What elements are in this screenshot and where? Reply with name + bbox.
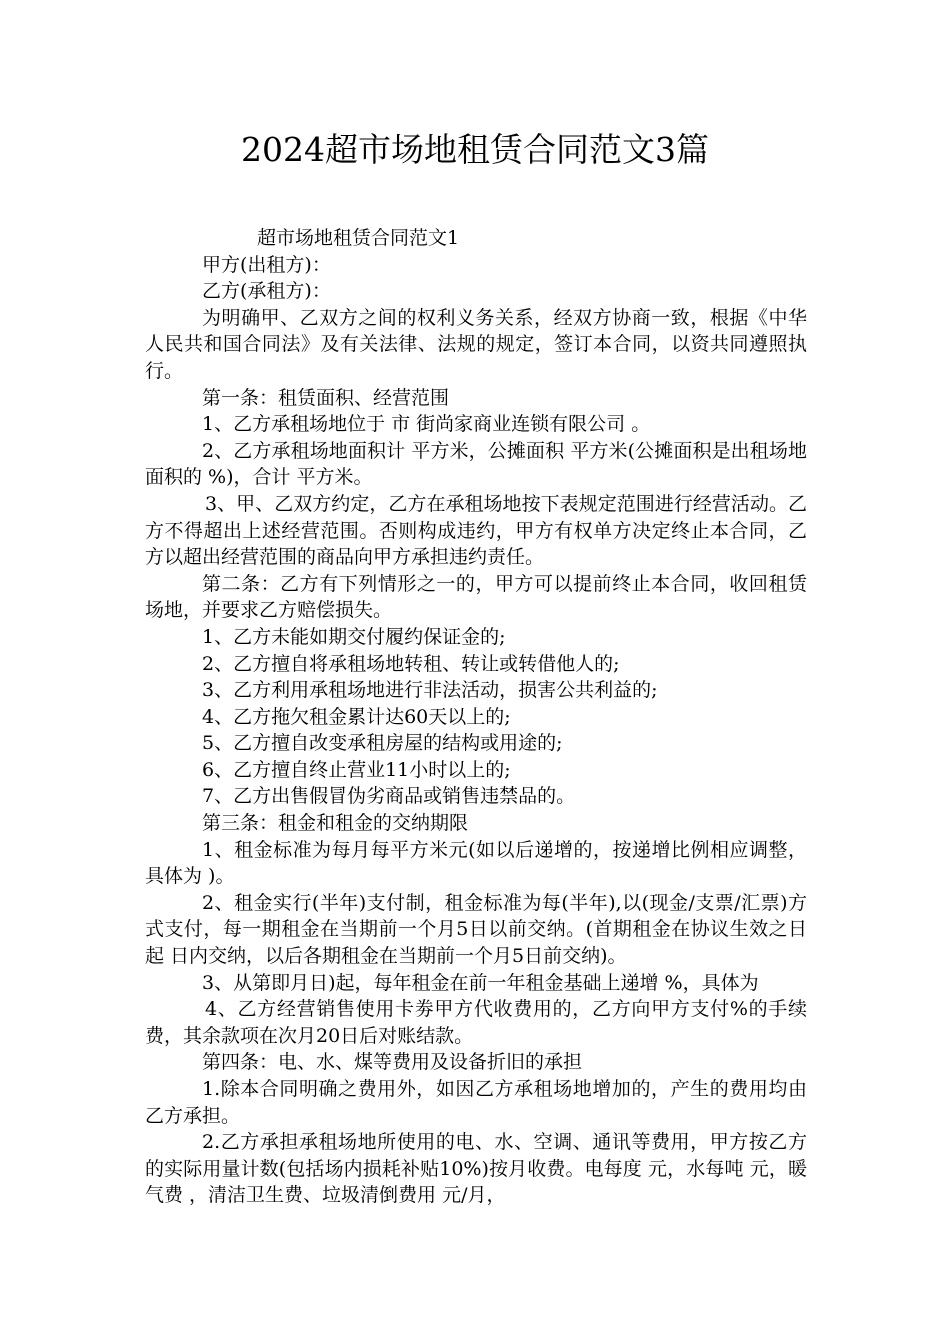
clause-3-2: 2、租金实行(半年)支付制，租金标准为每(半年),以(现金/支票/汇票)方式支付，每一期租金在当期前一个月5日以前交纳。(首期租金在协议生效之日起 日内交纳，以后各期租金在当期前一个月5日前交纳)。: [145, 891, 807, 968]
clause-3-1: 1、租金标准为每月每平方米元(如以后递增的，按递增比例相应调整，具体为 )。: [145, 838, 807, 888]
clause-2-4: 4、乙方拖欠租金累计达60天以上的;: [202, 705, 511, 728]
clause-2-7: 7、乙方出售假冒伪劣商品或销售违禁品的。: [202, 785, 576, 808]
clause-4-2: 2.乙方承担承租场地所使用的电、水、空调、通讯等费用，甲方按乙方的实际用量计数(包括场内损耗补贴10%)按月收费。电每度 元，水每吨 元，暖气费 ，清洁卫生费、垃圾清倒费用 元/月，: [145, 1131, 807, 1207]
article-heading-1: 第一条：租赁面积、经营范围: [202, 386, 450, 409]
preamble-paragraph: 为明确甲、乙双方之间的权利义务关系，经双方协商一致，根据《中华人民共和国合同法》及有关法律、法规的规定，签订本合同，以资共同遵照执行。: [145, 306, 807, 382]
article-heading-2: 第二条：乙方有下列情形之一的，甲方可以提前终止本合同，收回租赁场地，并要求乙方赔偿损失。: [145, 572, 807, 622]
document-body: [145, 225, 807, 1209]
clause-3-4: 4、乙方经营销售使用卡劵甲方代收费用的，乙方向甲方支付%的手续费，其余款项在次月20日后对账结款。: [145, 998, 807, 1047]
clause-2-2: 2、乙方擅自将承租场地转租、转让或转借他人的;: [202, 652, 620, 675]
article-heading-4: 第四条：电、水、煤等费用及设备折旧的承担: [202, 1051, 583, 1074]
clause-1-3: 3、甲、乙双方约定，乙方在承租场地按下表规定范围进行经营活动。乙方不得超出上述经营范围。否则构成违约，甲方有权单方决定终止本合同，乙方以超出经营范围的商品向甲方承担违约责任。: [145, 492, 807, 569]
document-title: 2024超市场地租赁合同范文3篇: [241, 130, 709, 169]
clause-1-1: 1、乙方承租场地位于 市 街尚家商业连锁有限公司 。: [202, 413, 651, 436]
party-a-line: 甲方(出租方)：: [202, 253, 331, 276]
clause-3-3: 3、从第即月日)起，每年租金在前一年租金基础上递增 %，具体为: [202, 971, 759, 994]
clause-2-6: 6、乙方擅自终止营业11小时以上的;: [202, 758, 511, 781]
article-heading-3: 第三条：租金和租金的交纳期限: [202, 812, 469, 835]
contract-subtitle: 超市场地租赁合同范文1: [257, 227, 460, 249]
clause-4-1: 1.除本合同明确之费用外，如因乙方承租场地增加的，产生的费用均由乙方承担。: [145, 1078, 807, 1127]
clause-2-3: 3、乙方利用承租场地进行非法活动，损害公共利益的;: [202, 679, 658, 702]
clause-1-2: 2、乙方承租场地面积计 平方米，公摊面积 平方米(公摊面积是出租场地面积的 %)，合计 平方米。: [145, 439, 807, 489]
party-b-line: 乙方(承租方)：: [202, 280, 331, 303]
clause-2-1: 1、乙方未能如期交付履约保证金的;: [202, 625, 506, 648]
clause-2-5: 5、乙方擅自改变承租房屋的结构或用途的;: [202, 732, 563, 755]
